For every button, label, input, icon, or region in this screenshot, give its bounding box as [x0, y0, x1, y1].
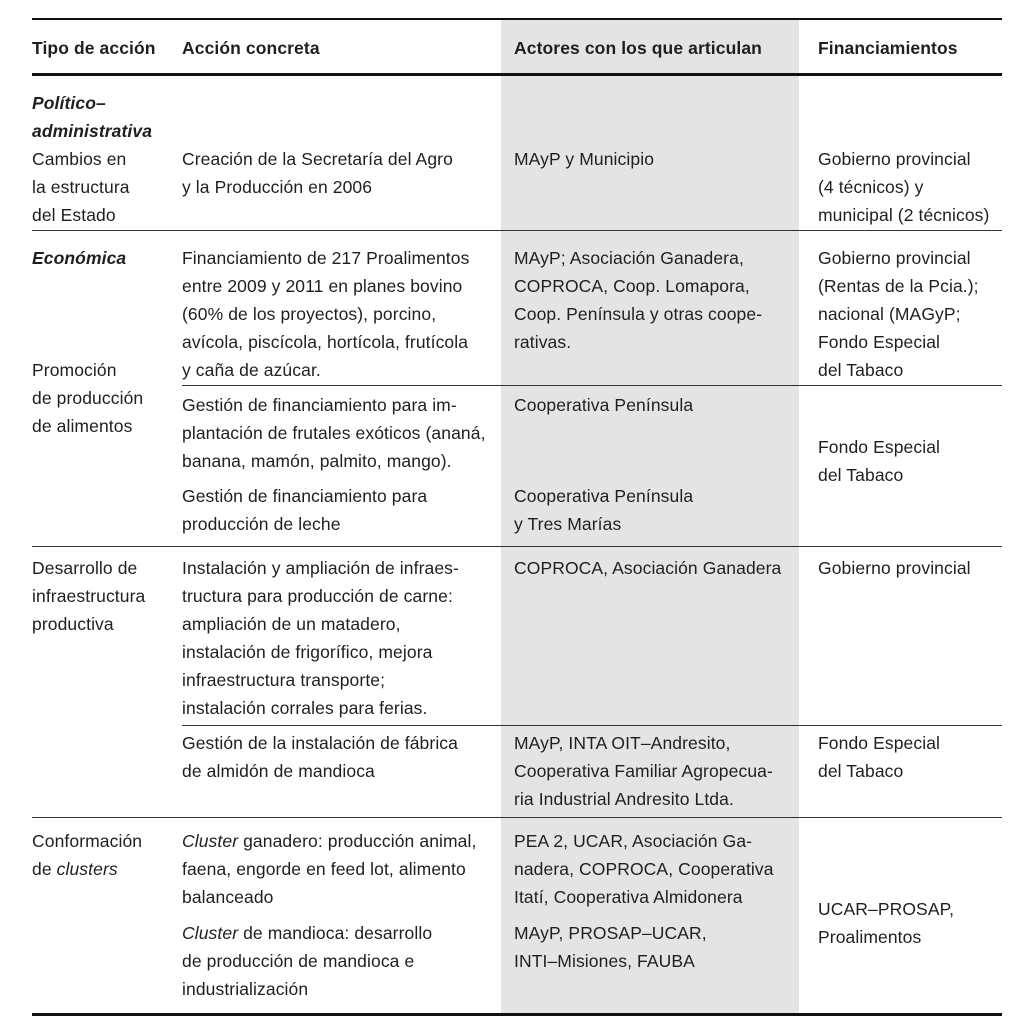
tipo-cell: del Estado — [32, 205, 116, 225]
actores-cell: Coop. Península y otras coope- — [514, 304, 763, 324]
accion-cell: faena, engorde en feed lot, alimento — [182, 859, 466, 879]
fin-cell: municipal (2 técnicos) — [818, 205, 990, 225]
accion-cell-text: de mandioca: desarrollo — [238, 923, 433, 943]
category-economica: Económica — [32, 248, 127, 268]
accion-cell: Instalación y ampliación de infraes- — [182, 558, 459, 578]
row-divider — [32, 230, 1002, 231]
tipo-cell: de producción — [32, 388, 144, 408]
fin-cell: Fondo Especial — [818, 733, 941, 753]
tipo-cell: Conformación — [32, 831, 143, 851]
tipo-cell: Cambios en — [32, 149, 127, 169]
actores-cell: ria Industrial Andresito Ltda. — [514, 789, 734, 809]
actores-cell: Cooperativa Península — [514, 486, 694, 506]
fin-cell: del Tabaco — [818, 465, 904, 485]
accion-cell: avícola, piscícola, hortícola, frutícola — [182, 332, 469, 352]
tipo-cell: productiva — [32, 614, 114, 634]
accion-cell: de almidón de mandioca — [182, 761, 375, 781]
tipo-cell-italic: clusters — [56, 859, 118, 879]
tipo-cell: de alimentos — [32, 416, 133, 436]
accion-cell-text: ganadero: producción animal, — [238, 831, 477, 851]
accion-cell: producción de leche — [182, 514, 341, 534]
fin-cell: nacional (MAGyP; — [818, 304, 961, 324]
fin-cell: Gobierno provincial — [818, 248, 971, 268]
accion-cell: instalación de frigorífico, mejora — [182, 642, 433, 662]
accion-cell: banana, mamón, palmito, mango). — [182, 451, 452, 471]
accion-cell: tructura para producción de carne: — [182, 586, 453, 606]
fin-cell: del Tabaco — [818, 761, 904, 781]
actores-cell: Cooperativa Península — [514, 395, 694, 415]
header-tipo: Tipo de acción — [32, 38, 156, 58]
fin-cell: Gobierno provincial — [818, 149, 971, 169]
subrow-divider — [182, 385, 1002, 386]
accion-cell: Gestión de financiamiento para im- — [182, 395, 457, 415]
header-financiamientos: Financiamientos — [818, 38, 958, 58]
accion-cell — [182, 828, 476, 856]
accion-cell: Gestión de financiamiento para — [182, 486, 428, 506]
accion-cell: industrialización — [182, 979, 309, 999]
tipo-cell: infraestructura — [32, 586, 146, 606]
accion-cell: Financiamiento de 217 Proalimentos — [182, 248, 470, 268]
accion-cell: (60% de los proyectos), porcino, — [182, 304, 437, 324]
fin-cell: Proalimentos — [818, 927, 922, 947]
category-politico: Político– — [32, 93, 106, 113]
actores-cell: COPROCA, Asociación Ganadera — [514, 558, 782, 578]
row-divider — [32, 817, 1002, 818]
actores-cell: Itatí, Cooperativa Almidonera — [514, 887, 743, 907]
cluster-word: Cluster — [182, 923, 239, 943]
actores-cell: y Tres Marías — [514, 514, 622, 534]
accion-cell: de producción de mandioca e — [182, 951, 415, 971]
accion-cell: y caña de azúcar. — [182, 360, 321, 380]
row-divider — [32, 546, 1002, 547]
tipo-cell — [32, 856, 118, 884]
actores-cell: MAyP, PROSAP–UCAR, — [514, 923, 707, 943]
actores-cell: PEA 2, UCAR, Asociación Ga- — [514, 831, 753, 851]
header-accion: Acción concreta — [182, 38, 320, 58]
actores-cell: INTI–Misiones, FAUBA — [514, 951, 695, 971]
fin-cell: Gobierno provincial — [818, 558, 971, 578]
top-rule — [32, 18, 1002, 20]
fin-cell: UCAR–PROSAP, — [818, 899, 955, 919]
accion-cell: plantación de frutales exóticos (ananá, — [182, 423, 486, 443]
actores-cell: COPROCA, Coop. Lomapora, — [514, 276, 750, 296]
accion-cell: ampliación de un matadero, — [182, 614, 401, 634]
accion-cell: infraestructura transporte; — [182, 670, 386, 690]
actores-cell: Cooperativa Familiar Agropecua- — [514, 761, 773, 781]
actores-cell: MAyP; Asociación Ganadera, — [514, 248, 744, 268]
tipo-cell: Desarrollo de — [32, 558, 138, 578]
cluster-word: Cluster — [182, 831, 239, 851]
tipo-cell-text: de — [32, 859, 57, 879]
category-politico: administrativa — [32, 121, 153, 141]
fin-cell: (4 técnicos) y — [818, 177, 924, 197]
subrow-divider — [182, 725, 1002, 726]
bottom-rule — [32, 1013, 1002, 1016]
accion-cell — [182, 920, 432, 948]
actores-cell: nadera, COPROCA, Cooperativa — [514, 859, 774, 879]
tipo-cell: la estructura — [32, 177, 130, 197]
accion-cell: Gestión de la instalación de fábrica — [182, 733, 458, 753]
actores-cell: MAyP, INTA OIT–Andresito, — [514, 733, 731, 753]
accion-cell: instalación corrales para ferias. — [182, 698, 428, 718]
header-actores: Actores con los que articulan — [514, 38, 762, 58]
accion-cell: entre 2009 y 2011 en planes bovino — [182, 276, 463, 296]
fin-cell: Fondo Especial — [818, 332, 941, 352]
header-rule — [32, 73, 1002, 76]
accion-cell: y la Producción en 2006 — [182, 177, 373, 197]
fin-cell: del Tabaco — [818, 360, 904, 380]
accion-cell: balanceado — [182, 887, 274, 907]
actores-cell: rativas. — [514, 332, 572, 352]
accion-cell: Creación de la Secretaría del Agro — [182, 149, 453, 169]
fin-cell: Fondo Especial — [818, 437, 941, 457]
tipo-cell: Promoción — [32, 360, 117, 380]
actores-cell: MAyP y Municipio — [514, 149, 655, 169]
fin-cell: (Rentas de la Pcia.); — [818, 276, 979, 296]
